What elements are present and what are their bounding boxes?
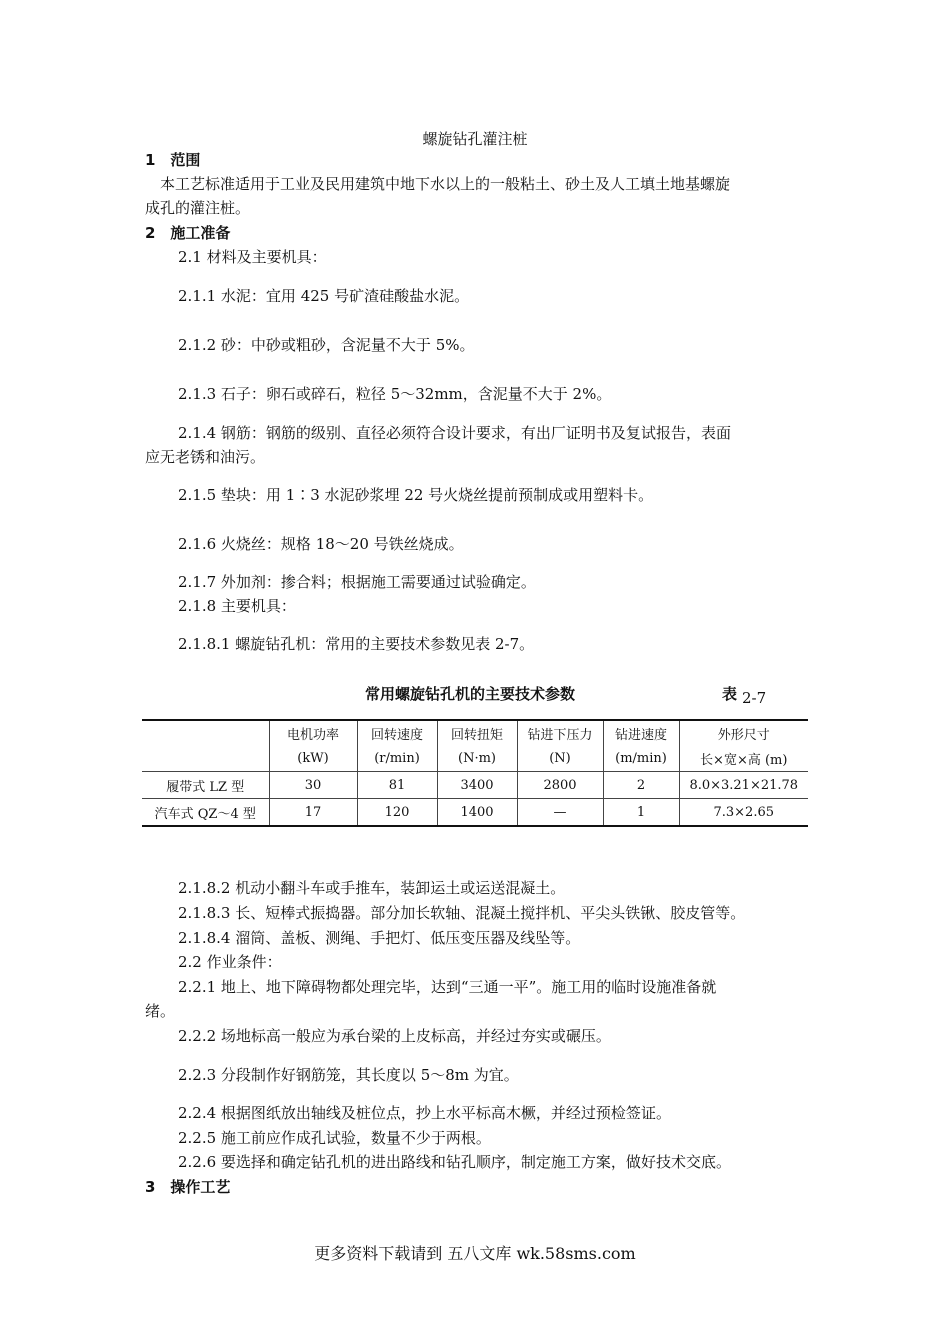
item-2-2-6: 2.2.6 要选择和确定钻孔机的进出路线和钻孔顺序，制定施工方案，做好技术交底。 bbox=[178, 1153, 731, 1171]
section-1-heading: 1 范围 bbox=[145, 151, 201, 169]
table-label-number: 2-7 bbox=[742, 689, 767, 707]
header-unit-cell: (kW) bbox=[269, 746, 357, 772]
table-cell: 2 bbox=[603, 772, 679, 799]
table-caption-title: 常用螺旋钻孔机的主要技术参数 bbox=[364, 685, 575, 703]
header-cell bbox=[142, 720, 269, 746]
table-header-row bbox=[142, 720, 808, 746]
header-unit-cell: (N·m) bbox=[437, 746, 517, 772]
table-label-prefix: 表 bbox=[722, 685, 738, 703]
table-cell: 8.0×3.21×21.78 bbox=[679, 772, 808, 799]
item-2-1-4-line-1: 2.1.4 钢筋：钢筋的级别、直径必须符合设计要求，有出厂证明书及复试报告，表面 bbox=[178, 424, 731, 442]
section-2-heading: 2 施工准备 bbox=[145, 224, 231, 242]
document-title: 螺旋钻孔灌注桩 bbox=[422, 130, 528, 148]
table-cell: 30 bbox=[269, 772, 357, 799]
table-cell: 2800 bbox=[517, 772, 603, 799]
table-cell: — bbox=[517, 799, 603, 827]
item-2-1-2: 2.1.2 砂：中砂或粗砂，含泥量不大于 5%。 bbox=[178, 336, 475, 354]
table-cell: 1400 bbox=[437, 799, 517, 827]
item-2-2-1-line-2: 绪。 bbox=[145, 1002, 176, 1020]
table-cell: 履带式 LZ 型 bbox=[142, 772, 269, 799]
item-2-1-1: 2.1.1 水泥：宜用 425 号矿渣硅酸盐水泥。 bbox=[178, 287, 470, 305]
item-2-1-7: 2.1.7 外加剂：掺合料；根据施工需要通过试验确定。 bbox=[178, 573, 536, 591]
header-cell: 电机功率 bbox=[269, 720, 357, 746]
header-cell: 回转速度 bbox=[357, 720, 437, 746]
table-cell: 81 bbox=[357, 772, 437, 799]
header-unit-cell: (r/min) bbox=[357, 746, 437, 772]
table-row bbox=[142, 772, 808, 799]
item-2-1-8-1: 2.1.8.1 螺旋钻孔机：常用的主要技术参数见表 2-7。 bbox=[178, 635, 535, 653]
item-2-1-5: 2.1.5 垫块：用 1∶3 水泥砂浆埋 22 号火烧丝提前预制成或用塑料卡。 bbox=[178, 486, 654, 504]
header-unit-cell: (m/min) bbox=[603, 746, 679, 772]
item-2-1-8: 2.1.8 主要机具： bbox=[178, 597, 296, 615]
item-2-2-5: 2.2.5 施工前应作成孔试验，数量不少于两根。 bbox=[178, 1129, 491, 1147]
item-2-2-2: 2.2.2 场地标高一般应为承台梁的上皮标高，并经过夯实或碾压。 bbox=[178, 1027, 611, 1045]
footer-text: 更多资料下载请到 五八文库 wk.58sms.com bbox=[314, 1244, 636, 1263]
item-2-1-6: 2.1.6 火烧丝：规格 18～20 号铁丝烧成。 bbox=[178, 535, 464, 553]
table-row bbox=[142, 799, 808, 827]
item-2-2-1-line-1: 2.2.1 地上、地下障碍物都处理完毕，达到“三通一平”。施工用的临时设施准备就 bbox=[178, 978, 717, 996]
item-2-1-8-3: 2.1.8.3 长、短棒式振捣器。部分加长软轴、混凝土搅拌机、平尖头铁锹、胶皮管等。 bbox=[178, 904, 746, 922]
item-2-1-8-2: 2.1.8.2 机动小翻斗车或手推车，装卸运土或运送混凝土。 bbox=[178, 879, 566, 897]
header-unit-cell: 长×宽×高 (m) bbox=[679, 746, 808, 772]
item-2-1: 2.1 材料及主要机具： bbox=[178, 248, 327, 266]
table-cell: 7.3×2.65 bbox=[679, 799, 808, 827]
item-2-1-4-line-2: 应无老锈和油污。 bbox=[145, 448, 266, 466]
header-unit-cell: (N) bbox=[517, 746, 603, 772]
header-cell: 钻进下压力 bbox=[517, 720, 603, 746]
table-cell: 汽车式 QZ～4 型 bbox=[154, 806, 256, 822]
item-2-1-3: 2.1.3 石子：卵石或碎石，粒径 5～32mm，含泥量不大于 2%。 bbox=[178, 385, 612, 403]
table-cell: 1 bbox=[603, 799, 679, 827]
item-2-2-4: 2.2.4 根据图纸放出轴线及桩位点，抄上水平标高木橛，并经过预检签证。 bbox=[178, 1104, 671, 1122]
header-unit-cell bbox=[142, 746, 269, 772]
header-cell: 回转扭矩 bbox=[437, 720, 517, 746]
table-header-units-row bbox=[142, 746, 808, 772]
header-cell: 外形尺寸 bbox=[679, 720, 808, 746]
item-2-2: 2.2 作业条件： bbox=[178, 953, 282, 971]
table-cell: 17 bbox=[269, 799, 357, 827]
header-cell: 钻进速度 bbox=[603, 720, 679, 746]
spec-table bbox=[142, 719, 808, 827]
item-2-1-8-4: 2.1.8.4 溜筒、盖板、测绳、手把灯、低压变压器及线坠等。 bbox=[178, 929, 581, 947]
paragraph-1-line-2: 成孔的灌注桩。 bbox=[145, 199, 251, 217]
table-cell: 120 bbox=[357, 799, 437, 827]
section-3-heading: 3 操作工艺 bbox=[145, 1178, 231, 1196]
table-cell: 3400 bbox=[437, 772, 517, 799]
paragraph-1-line-1: 本工艺标准适用于工业及民用建筑中地下水以上的一般粘土、砂土及人工填土地基螺旋 bbox=[145, 175, 731, 193]
item-2-2-3: 2.2.3 分段制作好钢筋笼，其长度以 5～8m 为宜。 bbox=[178, 1066, 519, 1084]
